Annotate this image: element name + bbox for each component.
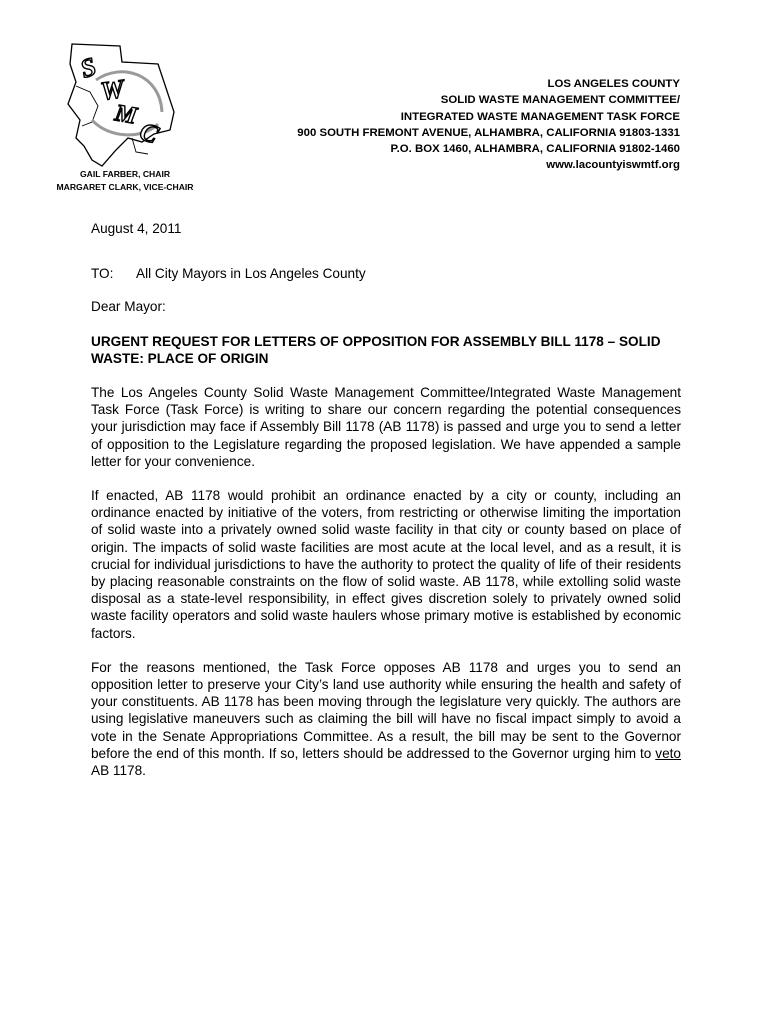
organization-header bbox=[297, 76, 680, 174]
salutation: Dear Mayor: bbox=[91, 299, 166, 315]
subject-line: URGENT REQUEST FOR LETTERS OF OPPOSITION FOR ASSEMBLY BILL 1178 – SOLID WASTE: PLACE OF ORIGIN bbox=[91, 333, 661, 366]
officers-block bbox=[40, 168, 210, 193]
paragraph-request-text: For the reasons mentioned, the Task Force opposes AB 1178 and urges you to send an opposition letter to preserve your City’s land use authority while ensuring the health and safety of your constituents. AB 1178 has been moving through the legislature very quickly. The authors are using legislative maneuvers such as claiming the bill will have no fiscal impact simply to avoid a vote in the Senate Appropriations Committee. As a result, the bill may be sent to the Governor before the end of this month. If so, letters should be addressed to the Governor urging him to bbox=[91, 659, 681, 761]
paragraph-request-end: AB 1178. bbox=[91, 763, 146, 779]
letter-body bbox=[91, 220, 681, 796]
header-county: LOS ANGELES COUNTY bbox=[547, 78, 680, 90]
header-website: www.lacountyiswmtf.org bbox=[546, 159, 680, 172]
header-po-box: P.O. BOX 1460, ALHAMBRA, CALIFORNIA 91802-1460 bbox=[390, 143, 680, 156]
recipient-value: All City Mayors in Los Angeles County bbox=[136, 266, 366, 282]
vice-chair-name: MARGARET CLARK, VICE-CHAIR bbox=[56, 181, 194, 192]
logo-letter-m: M bbox=[112, 100, 139, 130]
header-task-force: INTEGRATED WASTE MANAGEMENT TASK FORCE bbox=[400, 110, 680, 123]
header-street-address: 900 SOUTH FREMONT AVENUE, ALHAMBRA, CALIFORNIA 91803-1331 bbox=[297, 126, 680, 139]
logo-letter-w: W bbox=[98, 74, 126, 106]
swmc-logo-icon bbox=[62, 42, 180, 168]
veto-emphasis: veto bbox=[655, 745, 681, 761]
recipient-line bbox=[91, 265, 681, 282]
logo-letter-s: S bbox=[76, 51, 100, 84]
recipient-label: TO: bbox=[91, 266, 114, 282]
paragraph-intro: The Los Angeles County Solid Waste Management Committee/Integrated Waste Management Task Force (Task Force) is writing to share our concern regarding the potential consequences your jurisdiction may face if Assembly Bill 1178 (AB 1178) is passed and urge you to send a letter of opposition to the Legislature regarding the proposed legislation. We have appended a sample letter for your convenience. bbox=[91, 385, 681, 469]
chair-name: GAIL FARBER, CHAIR bbox=[79, 169, 171, 179]
header-committee: SOLID WASTE MANAGEMENT COMMITTEE/ bbox=[440, 94, 680, 107]
letter-date: August 4, 2011 bbox=[91, 221, 182, 236]
paragraph-request bbox=[91, 659, 681, 779]
logo-letter-c: C bbox=[135, 116, 163, 150]
paragraph-impacts: If enacted, AB 1178 would prohibit an ordinance enacted by a city or county, including an ordinance enacted by initiative of the voters, from restricting or otherwise limiting the importation of solid waste into a privately owned solid waste facility in that city or county based on place of origin. The impacts of solid waste facilities are most acute at the local level, and as a result, it is crucial for individual jurisdictions to have the authority to protect the quality of life of their residents by placing reasonable constraints on the flow of solid waste. AB 1178, while extolling solid waste disposal as a state-level responsibility, in effect gives discretion solely to privately owned solid waste facility operators and solid waste haulers whose primary motive is established by economic factors. bbox=[91, 488, 681, 641]
